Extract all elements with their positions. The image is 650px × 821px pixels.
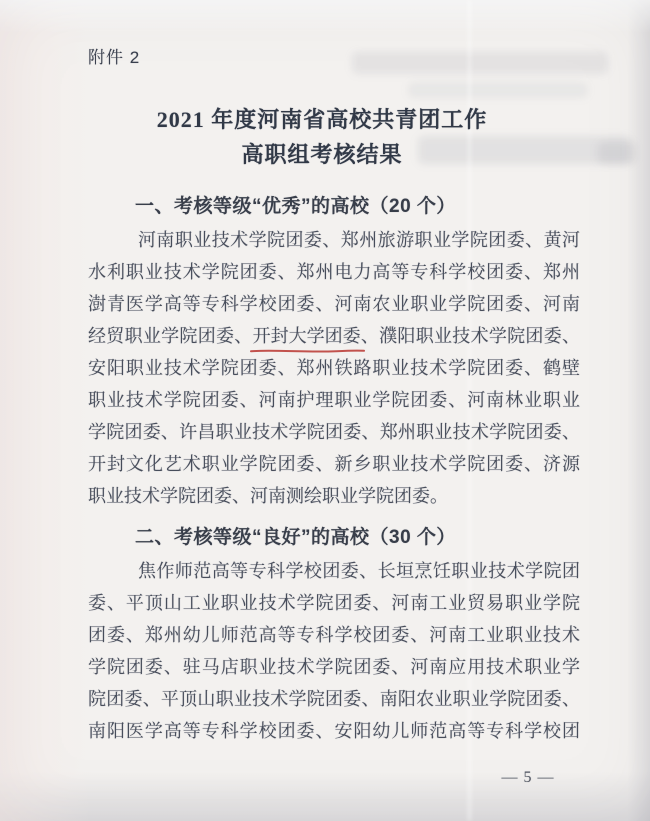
body-line: 焦作师范高等专科学校团委、长垣烹饪职业技术学院团: [138, 561, 580, 581]
document-title: [0, 105, 644, 170]
highlighted-school-name: [253, 320, 361, 352]
body-line: 水利职业技术学院团委、郑州电力高等专科学校团委、郑州: [88, 262, 580, 282]
section-1-heading: 一、考核等级“优秀”的高校（20 个）: [135, 196, 456, 217]
section-2-body: [88, 555, 580, 747]
page-number: — 5 —: [501, 769, 555, 786]
body-line: 澍青医学高等专科学校团委、河南农业职业学院团委、河南: [88, 294, 580, 314]
body-line: 职业技术学院团委、河南测绘职业学院团委。: [88, 486, 448, 506]
highlighted-text: 开封大学团委: [252, 326, 361, 346]
attachment-label: 附件 2: [88, 48, 141, 67]
body-line: 学院团委、许昌职业技术学院团委、郑州职业技术学院团委、: [88, 422, 580, 442]
body-line: 职业技术学院团委、河南护理职业学院团委、河南林业职业: [88, 390, 580, 410]
body-line: 安阳职业技术学院团委、郑州铁路职业技术学院团委、鹤壁: [88, 358, 580, 378]
body-line: 开封文化艺术职业学院团委、新乡职业技术学院团委、济源: [88, 454, 580, 474]
section-2-heading: 二、考核等级“良好”的高校（30 个）: [135, 527, 456, 548]
body-line: 南阳医学高等专科学校团委、安阳幼儿师范高等专科学校团: [88, 721, 580, 741]
title-line-1: 2021 年度河南省高校共青团工作: [156, 107, 488, 132]
body-line-with-highlight: [88, 320, 580, 352]
body-line: 团委、郑州幼儿师范高等专科学校团委、河南工业职业技术: [88, 625, 580, 645]
section-1-body: [88, 224, 580, 512]
body-line: 学院团委、驻马店职业技术学院团委、河南应用技术职业学: [88, 657, 580, 677]
body-text: 经贸职业学院团委、: [88, 326, 253, 346]
body-line: 委、平顶山工业职业技术学院团委、河南工业贸易职业学院: [88, 593, 580, 613]
body-line: 河南职业技术学院团委、郑州旅游职业学院团委、黄河: [138, 230, 580, 250]
title-line-2: 高职组考核结果: [241, 142, 403, 167]
body-text: 、濮阳职业技术学院团委、: [360, 326, 581, 346]
body-line: 院团委、平顶山职业技术学院团委、南阳农业职业学院团委、: [88, 689, 580, 709]
